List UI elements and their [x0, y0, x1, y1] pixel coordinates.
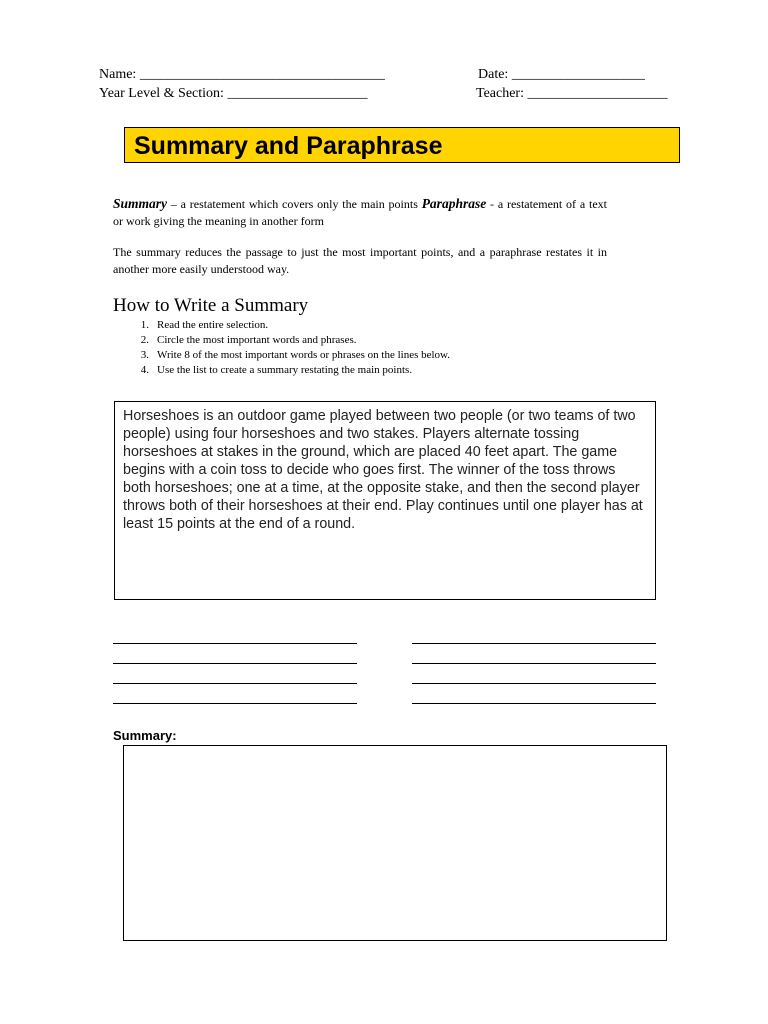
passage-box: [114, 401, 656, 600]
page-title: Summary and Paraphrase: [134, 132, 443, 160]
year-section-row: [99, 85, 367, 103]
step-text: Write 8 of the most important words or phrases on the lines below.: [157, 349, 451, 361]
date-row: [478, 66, 645, 84]
writing-line[interactable]: [113, 663, 357, 664]
date-blank[interactable]: ___________________: [511, 67, 645, 82]
writing-line[interactable]: [113, 703, 357, 704]
summary-answer-box[interactable]: [123, 745, 667, 941]
summary-label: Summary:: [113, 728, 177, 743]
date-label: Date:: [478, 67, 509, 82]
writing-line[interactable]: [412, 683, 656, 684]
passage-text: Horseshoes is an outdoor game played between two people (or two teams of two people) using four horseshoes and two stakes. Players alternate tossing horseshoes at stakes in the ground, which are placed 40 feet apart. The game begins with a coin toss to decide who goes first. The winner of the toss throws both horseshoes; one at a time, at the opposite stake, and then the second player throws both of their horseshoes at their end. Play continues until one player has at least 15 points at the end of a round.: [123, 408, 643, 532]
name-blank[interactable]: ___________________________________: [139, 67, 385, 82]
writing-line[interactable]: [412, 643, 656, 644]
writing-line[interactable]: [113, 643, 357, 644]
teacher-label: Teacher:: [476, 86, 524, 101]
paraphrase-term: Paraphrase: [421, 196, 487, 211]
name-row: [99, 66, 385, 84]
step-item: [113, 363, 450, 378]
step-item: [113, 333, 450, 348]
step-text: Read the entire selection.: [157, 319, 269, 331]
definitions-paragraph: [113, 195, 607, 230]
step-item: [113, 318, 450, 333]
writing-line[interactable]: [412, 703, 656, 704]
paraphrase-definition: - a restatement of a text or work giving the meaning in another form: [113, 197, 607, 228]
writing-line[interactable]: [113, 683, 357, 684]
writing-line[interactable]: [412, 663, 656, 664]
summary-term: Summary: [113, 196, 168, 211]
how-to-heading: How to Write a Summary: [113, 295, 309, 316]
steps-list: [113, 318, 450, 378]
step-item: [113, 348, 450, 363]
teacher-row: [476, 85, 667, 103]
step-text: Circle the most important words and phrases.: [157, 334, 357, 346]
step-number: 4.: [140, 364, 149, 376]
year-section-blank[interactable]: ____________________: [227, 86, 368, 101]
summary-definition: – a restatement which covers only the main points: [167, 197, 422, 211]
title-banner: [124, 127, 680, 163]
step-number: 2.: [140, 334, 149, 346]
teacher-blank[interactable]: ____________________: [527, 86, 668, 101]
name-label: Name:: [99, 67, 137, 82]
step-number: 3.: [140, 349, 149, 361]
step-number: 1.: [140, 319, 149, 331]
year-section-label: Year Level & Section:: [99, 86, 224, 101]
explanation-paragraph: The summary reduces the passage to just the most important points, and a paraphrase restates it in another more easily understood way.: [113, 245, 607, 276]
step-text: Use the list to create a summary restating the main points.: [157, 364, 413, 376]
